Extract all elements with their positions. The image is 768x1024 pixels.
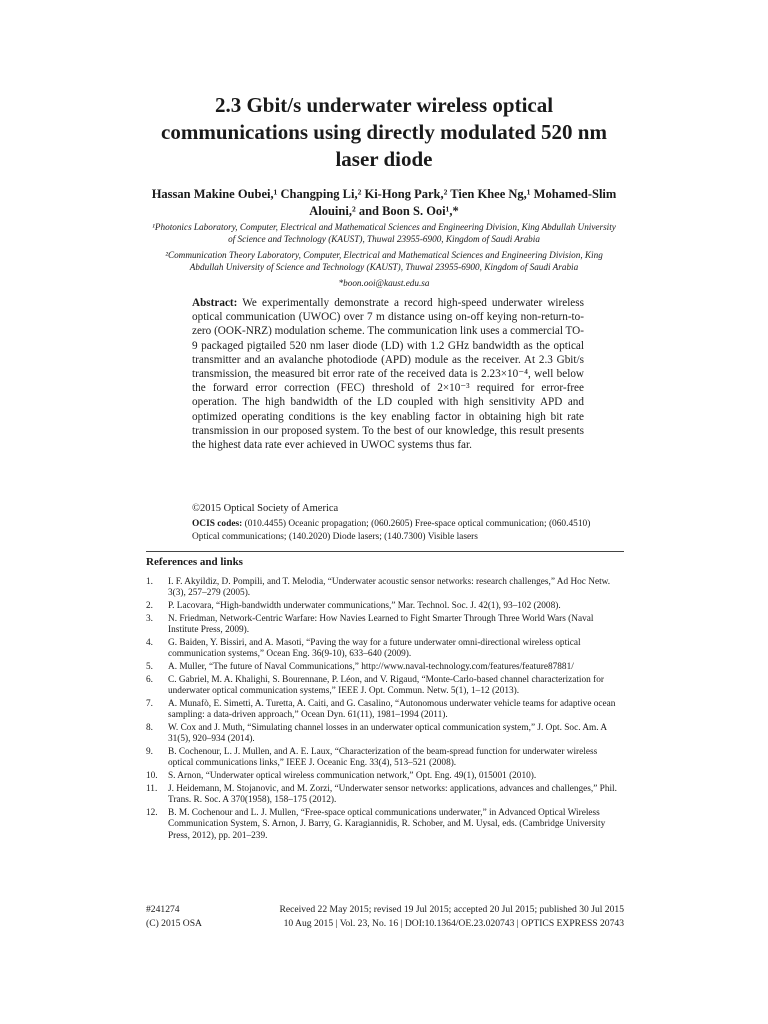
reference-number: 5. (146, 662, 153, 673)
reference-item (146, 577, 622, 600)
ocis-codes (192, 518, 592, 544)
reference-text: C. Gabriel, M. A. Khalighi, S. Bourennane, P. Léon, and V. Rigaud, “Monte-Carlo-based channel characterization for underwater optical communication systems,” IEEE J. Opt. Commun. Netw. 5(1), 1–12 (2013). (168, 674, 604, 697)
reference-text: W. Cox and J. Muth, “Simulating channel losses in an underwater optical communication system,” J. Opt. Soc. Am. A 31(5), 920–934 (2014). (168, 722, 607, 745)
reference-text: I. F. Akyildiz, D. Pompili, and T. Melodia, “Underwater acoustic sensor networks: research challenges,” Ad Hoc Netw. 3(3), 257–279 (2005). (168, 577, 611, 599)
affiliation-1: ¹Photonics Laboratory, Computer, Electrical and Mathematical Sciences and Engineering Division, King Abdullah University of Science and Technology (KAUST), Thuwal 23955-6900, Kingdom of Saudi Arabia (152, 222, 616, 244)
manuscript-id: #241274 (146, 904, 180, 915)
reference-item (146, 614, 622, 637)
reference-item (146, 638, 622, 661)
reference-text: J. Heidemann, M. Stojanovic, and M. Zorzi, “Underwater sensor networks: applications, advances and challenges,” Phil. Trans. R. Soc. A 370(1958), 158–175 (2012). (168, 783, 617, 806)
reference-item (146, 771, 622, 782)
reference-number: 3. (146, 613, 153, 624)
reference-number: 12. (146, 807, 158, 818)
reference-item (146, 662, 622, 673)
reference-text: N. Friedman, Network-Centric Warfare: How Navies Learned to Fight Smarter Through Three World Wars (Naval Institute Press, 2009). (168, 613, 594, 636)
reference-number: 8. (146, 722, 153, 733)
abstract-text: We experimentally demonstrate a record high-speed underwater wireless optical communication (UWOC) over 7 m distance using on-off keying non-return-to-zero (OOK-NRZ) modulation scheme. The communication link uses a commercial TO-9 packaged pigtailed 520 nm laser diode (LD) with 1.2 GHz bandwidth as the optical transmitter and an avalanche photodiode (APD) module as the receiver. At 2.3 Gbit/s transmission, the measured bit error rate of the received data is 2.23×10⁻⁴, well below the forward error correction (FEC) threshold of 2×10⁻³ required for error-free operation. The high bandwidth of the LD coupled with high sensitivity APD and optimized operating conditions is the key enabling factor in obtaining high bit rate transmission in our proposed system. To the best of our knowledge, this result presents the highest data rate ever achieved in UWOC systems thus far. (192, 297, 584, 452)
reference-list (146, 577, 622, 844)
reference-text: P. Lacovara, “High-bandwidth underwater communications,” Mar. Technol. Soc. J. 42(1), 93–102 (2008). (168, 601, 561, 612)
reference-text: A. Muller, “The future of Naval Communications,” http://www.naval-technology.com/features/feature87881/ (168, 662, 574, 673)
reference-text: A. Munafò, E. Simetti, A. Turetta, A. Caiti, and G. Casalino, “Autonomous underwater vehicle teams for adaptive ocean sampling: a data-driven approach,” Ocean Dyn. 61(11), 1981–1994 (2011). (168, 698, 616, 721)
reference-text: S. Arnon, “Underwater optical wireless communication network,” Opt. Eng. 49(1), 015001 (2010). (168, 771, 537, 782)
copyright: ©2015 Optical Society of America (192, 503, 339, 514)
received-dates: Received 22 May 2015; revised 19 Jul 2015; accepted 20 Jul 2015; published 30 Jul 2015 (279, 904, 624, 915)
abstract (192, 296, 584, 452)
footer-right (279, 903, 624, 930)
reference-text: B. M. Cochenour and L. J. Mullen, “Free-space optical communications underwater,” in Advanced Optical Wireless Communication System, S. Arnon, J. Barry, G. Karagiannidis, R. Schober, and M. Uysal, eds. (Cambridge University Press, 2012), pp. 201–239. (168, 807, 606, 841)
reference-item (146, 808, 622, 842)
reference-number: 4. (146, 637, 153, 648)
reference-item (146, 699, 622, 722)
ocis-text: (010.4455) Oceanic propagation; (060.2605) Free-space optical communication; (060.4510) Optical communications; (140.2020) Diode lasers; (140.7300) Visible lasers (192, 519, 591, 542)
reference-number: 10. (146, 771, 158, 782)
journal-info: 10 Aug 2015 | Vol. 23, No. 16 | DOI:10.1364/OE.23.020743 | OPTICS EXPRESS 20743 (283, 917, 624, 929)
reference-number: 7. (146, 698, 153, 709)
osa-copyright: (C) 2015 OSA (146, 917, 202, 929)
affiliation-2: ²Communication Theory Laboratory, Computer, Electrical and Mathematical Sciences and Engineering Division, King Abdullah University of Science and Technology (KAUST), Thuwal 23955-6900, Kingdom of Saudi Arabia (165, 250, 603, 272)
reference-item (146, 675, 622, 698)
reference-number: 6. (146, 674, 153, 685)
section-divider (146, 551, 624, 552)
affiliations (150, 222, 618, 290)
reference-number: 9. (146, 747, 153, 758)
reference-number: 11. (146, 783, 158, 794)
paper-title: 2.3 Gbit/s underwater wireless optical communications using directly modulated 520 nm laser diode (161, 93, 607, 171)
abstract-label: Abstract: (192, 297, 238, 309)
references-heading: References and links (146, 556, 243, 568)
reference-item (146, 723, 622, 746)
footer-left (146, 903, 202, 930)
reference-item (146, 784, 622, 807)
reference-item (146, 747, 622, 770)
reference-number: 2. (146, 601, 153, 612)
ocis-label: OCIS codes: (192, 519, 243, 529)
reference-text: G. Baiden, Y. Bissiri, and A. Masoti, “Paving the way for a future underwater omni-directional wireless optical communication systems,” Ocean Eng. 36(9-10), 633–640 (2009). (168, 637, 581, 660)
author-list: Hassan Makine Oubei,¹ Changping Li,² Ki-Hong Park,² Tien Khee Ng,¹ Mohamed-Slim Alouini,² and Boon S. Ooi¹,* (151, 187, 617, 218)
reference-number: 1. (146, 577, 153, 587)
reference-item (146, 601, 622, 612)
email-link[interactable]: *boon.ooi@kaust.edu.sa (338, 278, 430, 288)
reference-text: B. Cochenour, L. J. Mullen, and A. E. Laux, “Characterization of the beam-spread function for underwater wireless optical communications links,” IEEE J. Oceanic Eng. 33(4), 513–521 (2008). (168, 747, 598, 769)
